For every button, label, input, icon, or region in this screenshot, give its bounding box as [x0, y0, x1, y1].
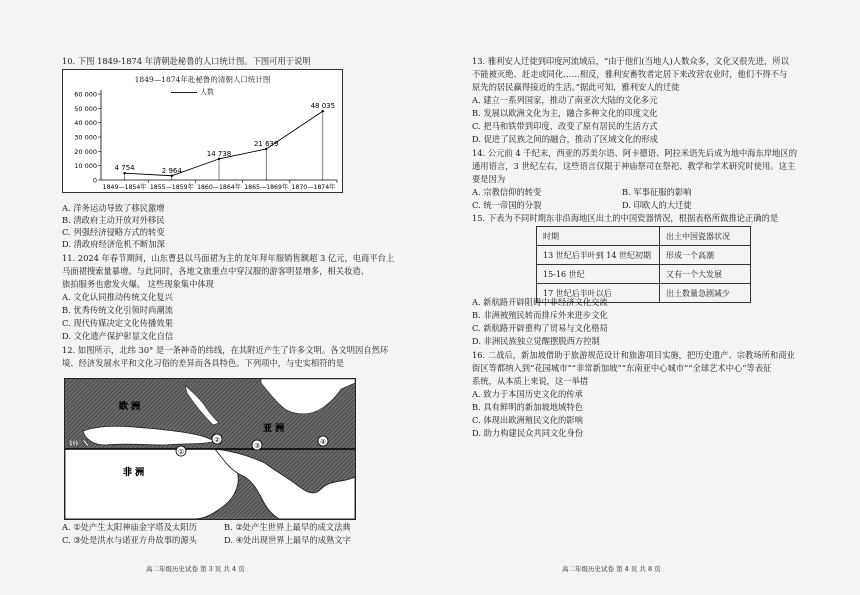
data-label: 2 964 [161, 166, 182, 175]
q11-option-a: A. 文化认同推动传统文化复兴 [62, 292, 173, 302]
latitude-label: 30°N [67, 438, 90, 448]
x-tick-label: 1849—1854年 [102, 184, 147, 191]
q16-option-c: C. 体现出欧洲殖民文化的影响 [472, 415, 583, 425]
q10-option-a: A. 洋务运动导致了移民激增 [62, 203, 165, 213]
x-tick-label: 1870—1874年 [291, 184, 336, 191]
y-tick-label: 10 000 [74, 162, 97, 171]
q14-option-a: A. 宗教信仰的转变 [472, 187, 542, 197]
q11-line-1: 11. 2024 年春节期间，山东曹县以马面裙为主的龙年拜年服销售额超 3 亿元，电商平台上 [62, 253, 395, 263]
latitude-30-map [64, 378, 356, 520]
q11-line-3: 旅拍服务也愈发火爆。 这些现象集中体现 [62, 279, 214, 289]
table-row [537, 246, 751, 265]
q12-option-a: A. ①处产生太阳神庙金字塔及太阳历 [62, 522, 197, 532]
q14-line-3: 要是因为 [472, 174, 506, 184]
table-cell: 又有一个大发展 [660, 265, 751, 284]
q13-option-c: C. 把马和铁带到印度，改变了原有居民的生活方式 [472, 121, 658, 131]
q16-option-d: D. 助力构建民众共同文化身份 [472, 428, 584, 438]
q10-option-c: C. 列强经济侵略方式的转变 [62, 227, 165, 237]
q13-line-2: 不能被灭绝、赶走或同化……相反，雅利安畜牧者定居下来改营农业时，他们不得不与 [472, 69, 788, 79]
legend-label: 人数 [200, 88, 214, 96]
q16-line-3: 系统，从本质上来说，这一举措 [472, 376, 589, 386]
table-cell: 15-16 世纪 [537, 265, 660, 284]
q14-line-1: 14. 公元前 4 千纪末，西亚的苏美尔语、阿卡德语、阿拉米语先后成为地中海东岸地区的 [472, 148, 798, 158]
series-line [125, 111, 323, 176]
q15-option-a: A. 新航路开辟阻碍中非经济文化交流 [472, 297, 608, 307]
table-header-period: 时期 [537, 227, 660, 246]
q10-stem: 10. 下图 1849-1874 年清朝赴秘鲁的人口统计图。下图可用于说明 [62, 56, 311, 66]
data-point [171, 175, 173, 177]
q11-line-2: 马面裙搜索量暴增。与此同时，各地文旅重点中穿汉服的游客明显增多，相关妆造、 [62, 266, 369, 276]
q15-option-d: D. 非洲民族独立觉醒摆脱西方控制 [472, 336, 600, 346]
q16-line-2: 街区等都纳入到“花园城市”“非常新加坡”“东南亚中心城市”“全球艺术中心”等表征 [472, 363, 772, 373]
data-point [322, 110, 324, 112]
africa-landmass [65, 449, 238, 519]
data-label: 21 639 [253, 139, 279, 148]
q10-option-b: B. 清政府主动开放对外移民 [62, 215, 165, 225]
q12-line-2: 境、经济发展水平和文化习俗的差异而各具特色。下列项中，与史实相符的是 [62, 358, 345, 368]
porcelain-table [536, 226, 751, 303]
chart-title: 1849—1874年赴秘鲁的清朝人口统计图 [134, 75, 271, 84]
q12-option-c: C. ③处是洪水与诺亚方舟故事的源头 [62, 535, 197, 545]
marker-4-label: ④ [320, 438, 327, 446]
q16-line-1: 16. 二战后，新加坡借助于旅游规范设计和旅游项目实施，把历史遗产、宗教场所和商业 [472, 350, 795, 360]
marker-3-label: ③ [254, 442, 261, 450]
q12-line-1: 12. 如图所示，北纬 30° 是一条神奇的纬线，在其附近产生了许多文明。各文明因自然环 [62, 345, 389, 355]
data-point [265, 148, 267, 150]
marker-2-label: ② [214, 436, 221, 444]
chart-plot [63, 70, 342, 192]
q15-option-c: C. 新航路开辟重构了贸易与文化格局 [472, 323, 608, 333]
y-tick-label: 0 [92, 176, 97, 185]
q12-option-d: D. ④处出现世界上最早的成熟文字 [224, 535, 351, 545]
q13-option-d: D. 促进了民族之间的融合，推动了区域文化的形成 [472, 134, 658, 144]
q11-option-d: D. 文化遗产保护彰显文化自信 [62, 331, 174, 341]
europe-label: 欧 洲 [119, 402, 141, 412]
q16-option-a: A. 致力于本国历史文化的传承 [472, 389, 583, 399]
q11-option-c: C. 现代传媒决定文化传播效果 [62, 318, 173, 328]
y-tick-label: 50 000 [74, 104, 97, 113]
right-page-footer: 高二年级历史试卷 第 4 页 共 8 页 [562, 565, 661, 573]
x-tick-label: 1860—1864年 [197, 184, 241, 191]
q15-option-b: B. 非洲被殖民转而排斥外来进步文化 [472, 310, 608, 320]
q16-option-b: B. 具有鲜明的新加坡地域特色 [472, 402, 583, 412]
q11-option-b: B. 优秀传统文化引领时尚潮流 [62, 305, 173, 315]
table-cell: 17 世纪后半叶以后 [537, 284, 660, 303]
q10-option-d: D. 清政府经济危机不断加深 [62, 239, 165, 249]
x-tick-label: 1855—1859年 [149, 184, 194, 191]
table-row [537, 265, 751, 284]
q12-option-b: B. ②处产生世界上最早的成文法典 [224, 522, 351, 532]
data-label: 4 754 [114, 164, 135, 173]
data-point [123, 172, 125, 174]
table-header-status: 出土中国瓷器状况 [660, 227, 751, 246]
table-cell: 形成一个高潮 [660, 246, 751, 265]
y-tick-label: 60 000 [74, 90, 97, 99]
q13-line-1: 13. 雅利安人迁徙到印度河流域后，“由于他们(当地人)人数众多，文化又很先进，所以 [472, 56, 789, 66]
q14-option-d: D. 印欧人的大迁徙 [622, 200, 692, 210]
left-page-footer: 高二年级历史试卷 第 3 页 共 4 页 [146, 565, 245, 573]
q14-option-c: C. 统一帝国的分裂 [472, 200, 542, 210]
q13-option-b: B. 发展以欧洲文化为主，融合多种文化的印度文化 [472, 108, 658, 118]
q15-stem: 15. 下表为不同时期东非沿海地区出土的中国瓷器情况，根据表格所做推论正确的是 [472, 213, 779, 223]
marker-1-label: ① [178, 448, 185, 456]
population-chart [62, 69, 343, 193]
y-tick-label: 40 000 [74, 119, 97, 128]
q14-option-b: B. 军事征服的影响 [622, 187, 692, 197]
y-tick-label: 30 000 [74, 133, 97, 142]
x-tick-label: 1865—1869年 [244, 184, 289, 191]
asia-label: 亚 洲 [263, 424, 285, 434]
data-point [218, 158, 220, 160]
data-label: 14 738 [206, 149, 232, 158]
table-cell: 13 世纪后半叶到 14 世纪初期 [537, 246, 660, 265]
y-tick-label: 20 000 [74, 147, 97, 156]
q13-option-a: A. 建立一系列国家，推动了南亚次大陆的文化多元 [472, 95, 658, 105]
table-header-row [537, 227, 751, 246]
table-cell: 出土数量急剧减少 [660, 284, 751, 303]
map-figure [65, 379, 355, 519]
q14-line-2: 通用语言，3 世纪左右，这些语言仅限于神庙祭司在祭祀、教学和学术研究时使用。这主 [472, 161, 796, 171]
data-label: 48 035 [310, 102, 336, 111]
q13-line-3: 原先的居民赢得接近的生活。”据此可知，雅利安人的迁徙 [472, 82, 680, 92]
africa-label: 非 洲 [123, 468, 145, 478]
